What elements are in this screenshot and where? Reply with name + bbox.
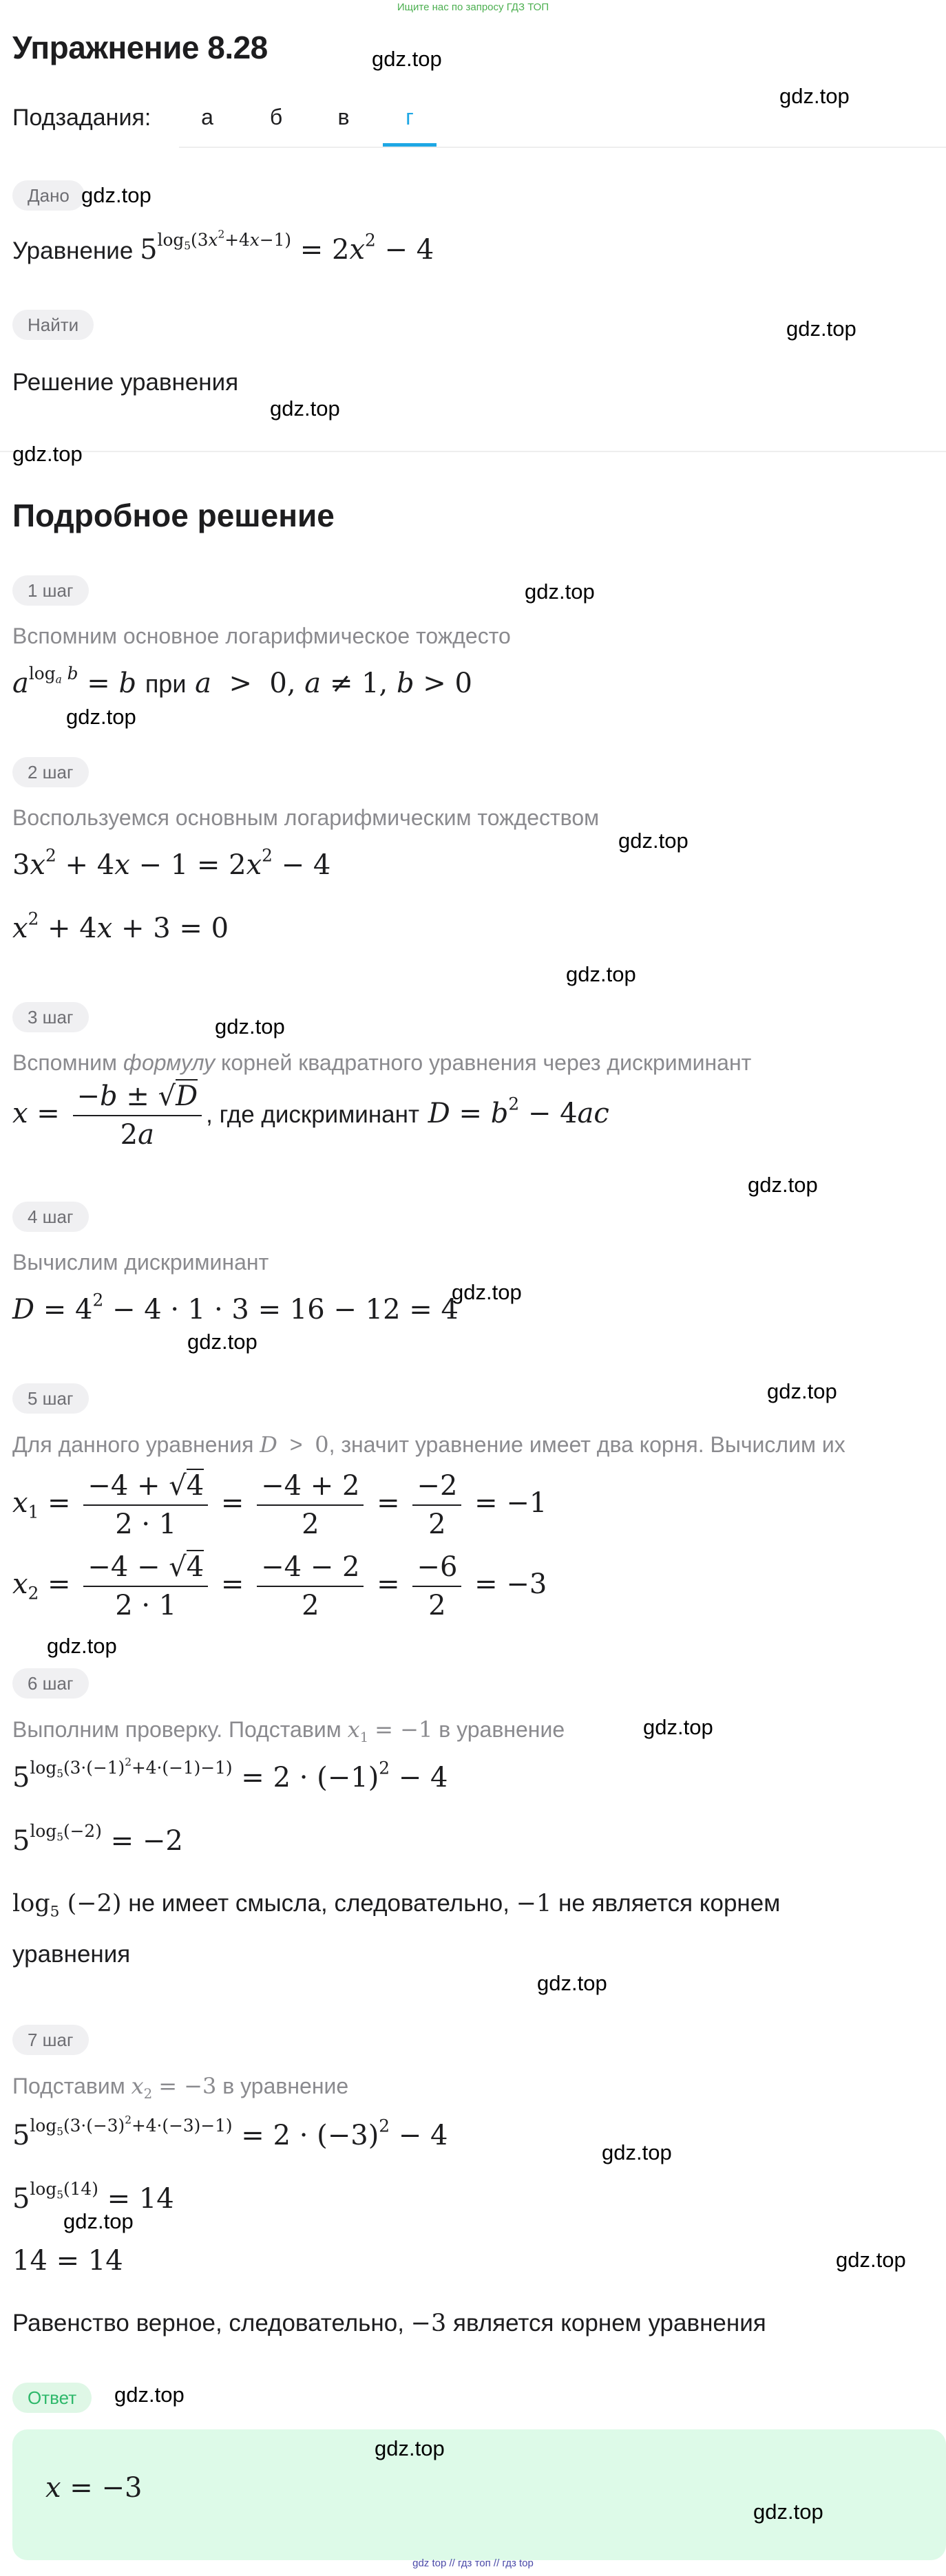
step-5-root-1: $x_1$ = $\frac{-4 + √4}{2 \cdot 1}$ = $\frac{-4 + 2}{2}$ = $\frac{-2}{2}$ = −1 <box>12 1470 547 1540</box>
step-6-desc: Выполним проверку. Подставим $x_1 = -1$ в уравнение <box>12 1716 565 1745</box>
step-7-conclusion: Равенство верное, следовательно, −3 является корнем уравнения <box>12 2310 766 2337</box>
watermark: gdz.top <box>270 396 340 421</box>
step-5-root-2: $x_2$ = $\frac{-4 - √4}{2 \cdot 1}$ = $\frac{-4 - 2}{2}$ = $\frac{-6}{2}$ = −3 <box>12 1551 547 1621</box>
step-7-desc: Подставим $x_2 = -3$ в уравнение <box>12 2073 349 2102</box>
given-chip: Дано <box>12 180 85 211</box>
watermark: gdz.top <box>63 2209 134 2233</box>
step-5-chip: 5 шаг <box>12 1383 89 1414</box>
watermark: gdz.top <box>215 1014 285 1039</box>
step-3-desc: Вспомним формулу корней квадратного уравнения через дискриминант <box>12 1050 752 1075</box>
step-1-chip: 1 шаг <box>12 575 89 606</box>
watermark: gdz.top <box>753 2500 823 2524</box>
watermark: gdz.top <box>187 1330 257 1354</box>
step-5-desc: Для данного уравнения D > 0, значит уравнение имеет два корня. Вычислим их <box>12 1431 845 1458</box>
answer-chip: Ответ <box>12 2383 92 2413</box>
step-7-chip: 7 шаг <box>12 2025 89 2055</box>
watermark: gdz.top <box>114 2383 185 2407</box>
step-3-chip: 3 шаг <box>12 1002 89 1032</box>
solution-title: Подробное решение <box>12 498 335 533</box>
step-4-formula: $D = 4^2 - 4 \cdot 1 \cdot 3 = 16 - 12 = 4$ <box>12 1290 459 1326</box>
tab-v[interactable]: в <box>337 105 350 129</box>
watermark: gdz.top <box>66 705 136 729</box>
step-1-desc: Вспомним основное логарифмическое тождесто <box>12 624 511 648</box>
step-2-chip: 2 шаг <box>12 757 89 787</box>
step-6-conclusion-end: уравнения <box>12 1941 131 1968</box>
watermark: gdz.top <box>566 962 636 986</box>
watermark: gdz.top <box>618 829 689 853</box>
answer-box <box>12 2429 946 2560</box>
step-7-line-1: $5^{log_5(3\cdot(-3)^2+4\cdot(-3)-1)} = 2 \cdot (-3)^2 - 4$ <box>12 2114 448 2151</box>
step-2-line-1: $3x^2 + 4x - 1 = 2x^2 - 4$ <box>12 845 331 881</box>
watermark: gdz.top <box>12 442 83 466</box>
tab-b[interactable]: б <box>269 105 283 129</box>
divider <box>0 451 946 452</box>
watermark: gdz.top <box>537 1971 607 1995</box>
watermark: gdz.top <box>767 1379 837 1403</box>
watermark: gdz.top <box>748 1173 818 1197</box>
tabs-baseline <box>179 147 946 148</box>
step-6-chip: 6 шаг <box>12 1668 89 1699</box>
footer-note: gdz top // гдз топ // гдз top <box>412 2557 534 2569</box>
step-2-line-2: $x^2 + 4x + 3 = 0$ <box>12 908 229 944</box>
step-6-line-2: $5^{log_5(-2)} = -2$ <box>12 1821 183 1857</box>
watermark: gdz.top <box>452 1280 522 1304</box>
tab-g[interactable]: г <box>406 105 414 129</box>
watermark: gdz.top <box>786 317 856 341</box>
step-7-line-2: $5^{log_5(14)} = 14$ <box>12 2179 174 2215</box>
given-equation <box>12 228 434 266</box>
find-chip: Найти <box>12 310 94 340</box>
subtasks-label: Подзадания: <box>12 105 151 131</box>
page-title: Упражнение 8.28 <box>12 30 268 65</box>
given-prefix: Уравнение <box>12 237 134 264</box>
watermark: gdz.top <box>47 1634 117 1658</box>
find-text: Решение уравнения <box>12 369 239 396</box>
watermark: gdz.top <box>525 579 595 604</box>
answer-value: x = −3 <box>45 2472 143 2504</box>
step-3-formula: x = $\frac{-b \pm √D}{2a}$ , где дискриминант $D = b^2 - 4ac$ <box>12 1081 609 1151</box>
watermark: gdz.top <box>375 2436 445 2460</box>
given-formula: $5^{log_5(3x^2+4x-1)} = 2x^2 - 4$ <box>140 228 434 266</box>
step-4-chip: 4 шаг <box>12 1202 89 1232</box>
step-2-desc: Воспользуемся основным логарифмическим тождеством <box>12 805 600 830</box>
watermark: gdz.top <box>372 47 442 71</box>
top-note: Ищите нас по запросу ГДЗ ТОП <box>397 1 549 13</box>
watermark: gdz.top <box>779 84 850 108</box>
tab-a[interactable]: а <box>201 105 213 129</box>
step-6-line-1: $5^{log_5(3\cdot(-1)^2+4\cdot(-1)-1)} = 2 \cdot (-1)^2 - 4$ <box>12 1756 448 1793</box>
active-tab-indicator <box>383 143 437 147</box>
step-1-formula: $a^{log_a b} = b$ при a > 0, a ≠ 1, b > 0 <box>12 663 472 699</box>
watermark: gdz.top <box>643 1715 713 1739</box>
watermark: gdz.top <box>836 2248 906 2272</box>
step-4-desc: Вычислим дискриминант <box>12 1250 269 1275</box>
watermark: gdz.top <box>81 183 151 207</box>
step-6-conclusion: $\log_5 (-2)$ не имеет смысла, следовательно, −1 не является корнем <box>12 1890 781 1921</box>
watermark: gdz.top <box>602 2140 672 2164</box>
step-7-line-3: 14 = 14 <box>12 2245 123 2277</box>
